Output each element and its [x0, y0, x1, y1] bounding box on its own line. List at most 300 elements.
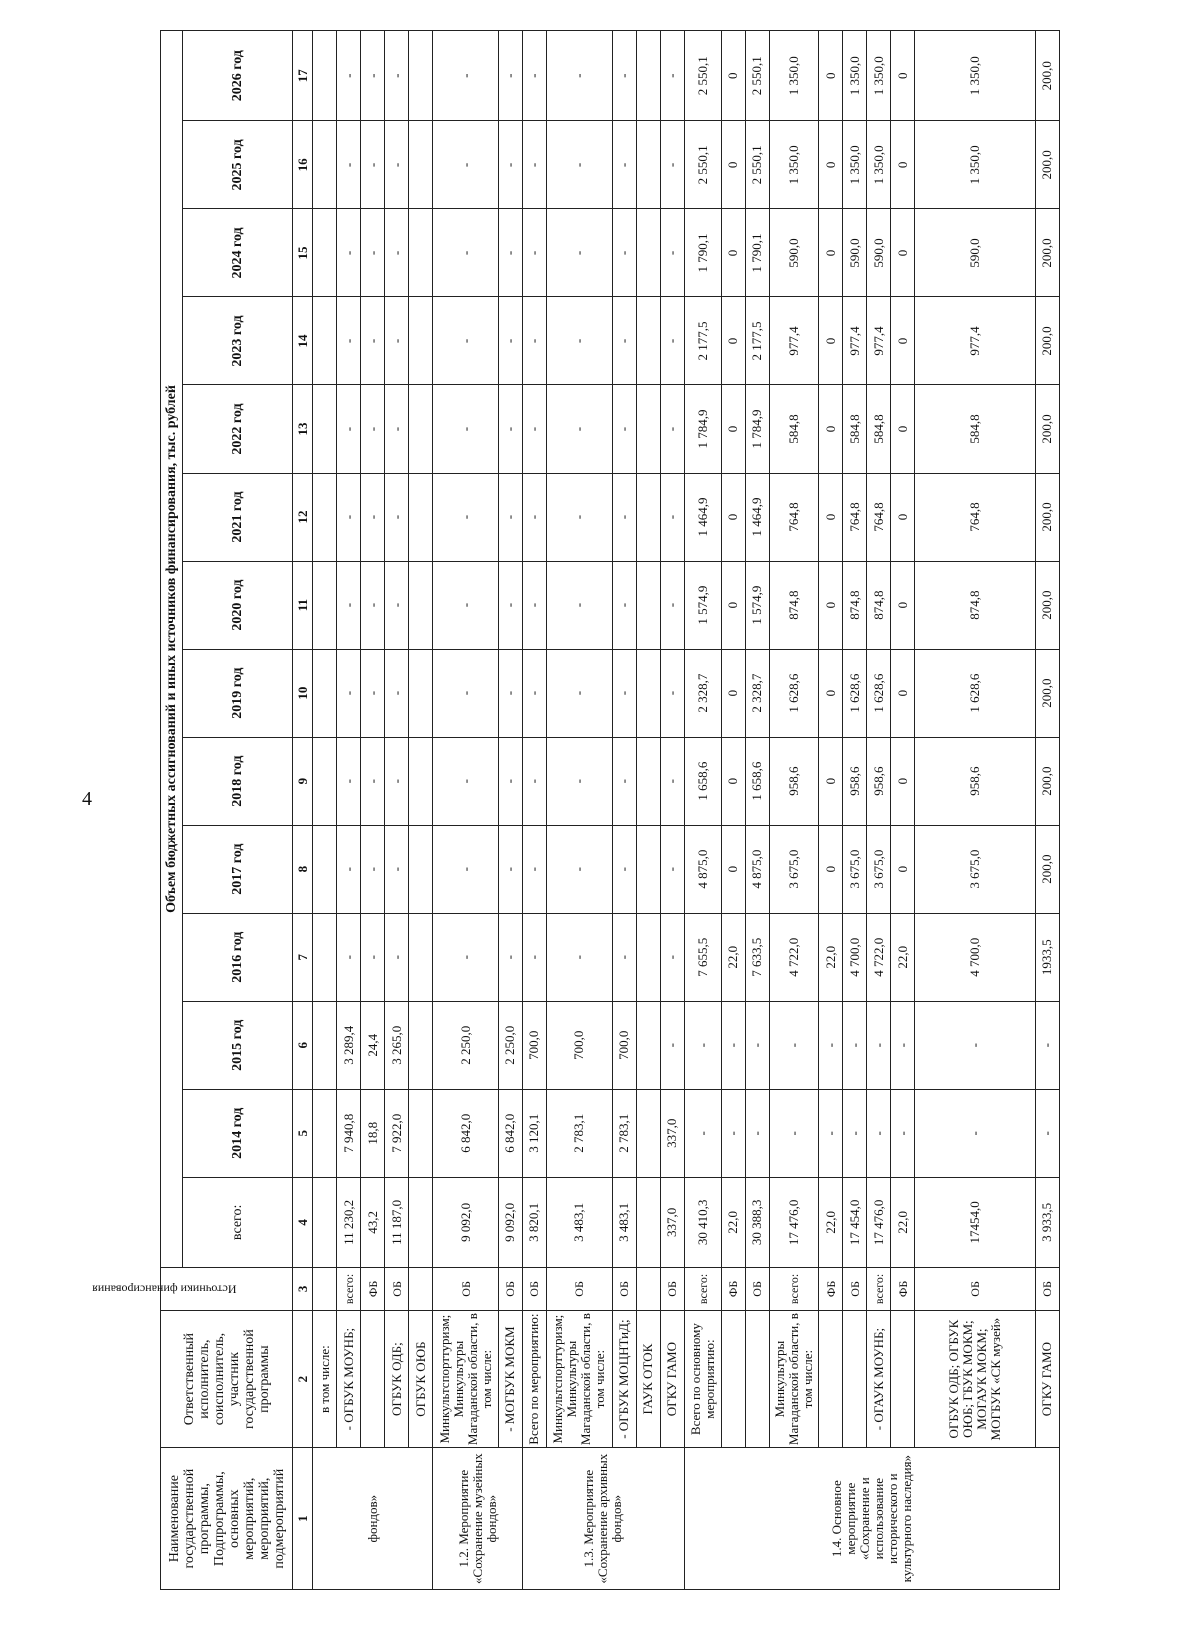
rotated-page — [92, 30, 1060, 1590]
year-value-cell — [409, 385, 433, 473]
total-cell: 9 092,0 — [433, 1177, 499, 1267]
year-value-cell: - — [337, 825, 361, 913]
year-value-cell: - — [385, 473, 409, 561]
total-cell — [636, 1177, 660, 1267]
year-value-cell: - — [612, 649, 636, 737]
table-row — [612, 31, 636, 1590]
year-value-cell: - — [612, 209, 636, 297]
year-value-cell: - — [433, 385, 499, 473]
page-number: 4 — [82, 788, 92, 810]
year-value-cell — [636, 297, 660, 385]
year-value-cell: 2 550,1 — [684, 31, 721, 121]
year-value-cell: 22,0 — [721, 913, 745, 1001]
source-cell: ОБ — [498, 1267, 522, 1310]
year-value-cell: 2 550,1 — [745, 121, 769, 209]
year-value-cell: - — [522, 561, 546, 649]
year-value-cell — [636, 649, 660, 737]
year-value-cell: - — [522, 385, 546, 473]
year-value-cell: - — [498, 825, 522, 913]
year-value-cell: 0 — [721, 209, 745, 297]
year-value-cell: 200,0 — [1035, 473, 1059, 561]
total-cell: 3 483,1 — [612, 1177, 636, 1267]
year-value-cell: 590,0 — [915, 209, 1035, 297]
year-value-cell: - — [721, 1089, 745, 1177]
year-value-cell — [636, 737, 660, 825]
source-cell: ОБ — [612, 1267, 636, 1310]
year-value-cell — [313, 561, 337, 649]
responsible-cell: ОГБУК ОДБ; — [385, 1310, 409, 1447]
year-value-cell — [636, 121, 660, 209]
year-value-cell: - — [546, 825, 612, 913]
source-cell: ОБ — [660, 1267, 684, 1310]
column-number: 17 — [293, 31, 313, 121]
column-number: 2 — [293, 1310, 313, 1447]
responsible-cell: ОГКУ ГАМО — [660, 1310, 684, 1447]
year-value-cell: 7 655,5 — [684, 913, 721, 1001]
year-value-cell: - — [498, 209, 522, 297]
header-year: 2020 год — [183, 561, 293, 649]
year-value-cell: 200,0 — [1035, 561, 1059, 649]
year-value-cell: - — [337, 31, 361, 121]
source-cell — [313, 1267, 337, 1310]
year-value-cell: 6 842,0 — [498, 1089, 522, 1177]
year-value-cell: - — [546, 737, 612, 825]
year-value-cell: - — [546, 561, 612, 649]
year-value-cell: - — [660, 1001, 684, 1089]
table-row — [522, 31, 546, 1590]
year-value-cell: 1 784,9 — [745, 385, 769, 473]
total-cell: 17 454,0 — [843, 1177, 867, 1267]
year-value-cell: 2 177,5 — [745, 297, 769, 385]
responsible-cell: - ОГБУК МОЦНТиД; — [612, 1310, 636, 1447]
event-name-cell: 1.3. Мероприятие «Сохранение архивных фондов» — [522, 1448, 684, 1590]
year-value-cell: 0 — [721, 385, 745, 473]
year-value-cell: - — [337, 561, 361, 649]
year-value-cell — [313, 825, 337, 913]
year-value-cell — [409, 561, 433, 649]
responsible-cell — [721, 1310, 745, 1447]
event-name-cell: 1.4. Основное мероприятие «Сохранение и использование исторического и культурного наследия» — [684, 1448, 1059, 1590]
table-row — [660, 31, 684, 1590]
total-cell: 43,2 — [361, 1177, 385, 1267]
year-value-cell: 0 — [721, 649, 745, 737]
year-value-cell: - — [819, 1001, 843, 1089]
year-value-cell: - — [337, 649, 361, 737]
total-cell: 22,0 — [891, 1177, 915, 1267]
year-value-cell — [409, 121, 433, 209]
year-value-cell: 584,8 — [915, 385, 1035, 473]
year-value-cell: - — [433, 121, 499, 209]
year-value-cell: 200,0 — [1035, 649, 1059, 737]
responsible-cell — [843, 1310, 867, 1447]
source-cell: всего: — [337, 1267, 361, 1310]
year-value-cell: - — [612, 737, 636, 825]
table-row — [843, 31, 867, 1590]
year-value-cell: - — [660, 121, 684, 209]
year-value-cell: 874,8 — [867, 561, 891, 649]
total-cell: 337,0 — [660, 1177, 684, 1267]
year-value-cell — [409, 297, 433, 385]
source-cell: всего: — [684, 1267, 721, 1310]
year-value-cell: 3 289,4 — [337, 1001, 361, 1089]
total-cell: 30 388,3 — [745, 1177, 769, 1267]
year-value-cell: 1 350,0 — [843, 121, 867, 209]
table-row — [1035, 31, 1059, 1590]
responsible-cell — [361, 1310, 385, 1447]
table-row — [891, 31, 915, 1590]
year-value-cell: - — [433, 649, 499, 737]
responsible-cell: Всего по мероприятию: — [522, 1310, 546, 1447]
year-value-cell: 1 784,9 — [684, 385, 721, 473]
year-value-cell: 0 — [819, 209, 843, 297]
table-row — [337, 31, 361, 1590]
year-value-cell: 200,0 — [1035, 121, 1059, 209]
year-value-cell — [313, 209, 337, 297]
responsible-cell: Минкультспорттуризм; Минкультуры Магаданской области, в том числе: — [546, 1310, 612, 1447]
year-value-cell: 7 940,8 — [337, 1089, 361, 1177]
year-value-cell: - — [769, 1001, 818, 1089]
year-value-cell: - — [660, 297, 684, 385]
year-value-cell: 1 628,6 — [843, 649, 867, 737]
year-value-cell: 2 550,1 — [745, 31, 769, 121]
year-value-cell: - — [546, 385, 612, 473]
year-value-cell — [636, 1001, 660, 1089]
year-value-cell: - — [337, 209, 361, 297]
year-value-cell: - — [522, 473, 546, 561]
year-value-cell: 22,0 — [819, 913, 843, 1001]
total-cell — [313, 1177, 337, 1267]
year-value-cell — [313, 385, 337, 473]
year-value-cell: 0 — [819, 561, 843, 649]
header-year: 2021 год — [183, 473, 293, 561]
event-name-cell: 1.2. Мероприятие «Сохранение музейных фондов» — [433, 1448, 523, 1590]
year-value-cell: - — [660, 385, 684, 473]
year-value-cell: 4 722,0 — [867, 913, 891, 1001]
header-year: 2019 год — [183, 649, 293, 737]
year-value-cell — [313, 737, 337, 825]
year-value-cell: - — [433, 297, 499, 385]
year-value-cell: - — [612, 825, 636, 913]
column-number: 8 — [293, 825, 313, 913]
year-value-cell — [636, 561, 660, 649]
source-cell: ОБ — [1035, 1267, 1059, 1310]
year-value-cell: - — [498, 737, 522, 825]
year-value-cell — [313, 297, 337, 385]
column-number: 10 — [293, 649, 313, 737]
year-value-cell: 7 633,5 — [745, 913, 769, 1001]
year-value-cell: 0 — [891, 473, 915, 561]
header-year: 2026 год — [183, 31, 293, 121]
source-cell: всего: — [867, 1267, 891, 1310]
year-value-cell: 0 — [891, 561, 915, 649]
year-value-cell: 700,0 — [522, 1001, 546, 1089]
year-value-cell: 1 350,0 — [915, 31, 1035, 121]
year-value-cell: - — [385, 649, 409, 737]
year-value-cell — [636, 209, 660, 297]
responsible-cell: - ОГАУК МОУНБ; — [867, 1310, 891, 1447]
year-value-cell: - — [660, 825, 684, 913]
year-value-cell: 0 — [819, 649, 843, 737]
year-value-cell: - — [1035, 1089, 1059, 1177]
year-value-cell: 764,8 — [769, 473, 818, 561]
year-value-cell: - — [433, 825, 499, 913]
year-value-cell: - — [612, 297, 636, 385]
total-cell: 11 230,2 — [337, 1177, 361, 1267]
year-value-cell: 977,4 — [915, 297, 1035, 385]
source-cell: ОБ — [915, 1267, 1035, 1310]
source-cell: ОБ — [745, 1267, 769, 1310]
year-value-cell — [636, 385, 660, 473]
year-value-cell: 0 — [721, 473, 745, 561]
column-number: 12 — [293, 473, 313, 561]
year-value-cell: 1 790,1 — [745, 209, 769, 297]
year-value-cell: 958,6 — [769, 737, 818, 825]
year-value-cell: 0 — [819, 473, 843, 561]
year-value-cell: 2 177,5 — [684, 297, 721, 385]
responsible-cell: Минкультуры Магаданской области, в том числе: — [769, 1310, 818, 1447]
year-value-cell: - — [433, 913, 499, 1001]
year-value-cell: - — [498, 121, 522, 209]
year-value-cell: - — [522, 121, 546, 209]
total-cell: 9 092,0 — [498, 1177, 522, 1267]
year-value-cell: - — [660, 649, 684, 737]
year-value-cell — [313, 1001, 337, 1089]
year-value-cell: 0 — [721, 297, 745, 385]
year-value-cell: 1 350,0 — [867, 31, 891, 121]
year-value-cell: 0 — [891, 825, 915, 913]
year-value-cell: - — [915, 1089, 1035, 1177]
table-row — [769, 31, 818, 1590]
year-value-cell: - — [433, 31, 499, 121]
year-value-cell: - — [660, 209, 684, 297]
year-value-cell: 200,0 — [1035, 31, 1059, 121]
total-cell: 17 476,0 — [769, 1177, 818, 1267]
year-value-cell: 18,8 — [361, 1089, 385, 1177]
year-value-cell: - — [385, 561, 409, 649]
year-value-cell: 874,8 — [915, 561, 1035, 649]
responsible-cell: - МОГБУК МОКМ — [498, 1310, 522, 1447]
responsible-cell: ОГБУК ОДБ; ОГБУК ОЮБ; ГБУК МОКМ; МОГАУК МОКМ; МОГБУК «СК музей» — [915, 1310, 1035, 1447]
year-value-cell: - — [522, 649, 546, 737]
year-value-cell: 0 — [819, 825, 843, 913]
year-value-cell: - — [660, 561, 684, 649]
year-value-cell: 1 350,0 — [867, 121, 891, 209]
year-value-cell: - — [546, 473, 612, 561]
year-value-cell: 584,8 — [769, 385, 818, 473]
year-value-cell — [409, 913, 433, 1001]
year-value-cell: 590,0 — [867, 209, 891, 297]
year-value-cell: - — [498, 649, 522, 737]
year-value-cell: 1 628,6 — [769, 649, 818, 737]
source-cell: ФБ — [891, 1267, 915, 1310]
table-row — [409, 31, 433, 1590]
source-cell: ОБ — [843, 1267, 867, 1310]
year-value-cell: 874,8 — [769, 561, 818, 649]
year-value-cell: 3 675,0 — [915, 825, 1035, 913]
year-value-cell: 977,4 — [867, 297, 891, 385]
year-value-cell: - — [612, 913, 636, 1001]
year-value-cell: 1 350,0 — [915, 121, 1035, 209]
year-value-cell: - — [337, 473, 361, 561]
year-value-cell: 0 — [819, 121, 843, 209]
year-value-cell: 1 574,9 — [745, 561, 769, 649]
year-value-cell: - — [385, 913, 409, 1001]
year-value-cell: 958,6 — [843, 737, 867, 825]
year-value-cell: 700,0 — [546, 1001, 612, 1089]
total-cell: 30 410,3 — [684, 1177, 721, 1267]
year-value-cell — [636, 473, 660, 561]
year-value-cell: 958,6 — [915, 737, 1035, 825]
year-value-cell: 4 700,0 — [915, 913, 1035, 1001]
year-value-cell: 1 350,0 — [769, 121, 818, 209]
responsible-cell: - ОГБУК МОУНБ; — [337, 1310, 361, 1447]
responsible-cell — [819, 1310, 843, 1447]
year-value-cell: 200,0 — [1035, 297, 1059, 385]
year-value-cell: - — [660, 31, 684, 121]
column-number: 16 — [293, 121, 313, 209]
year-value-cell — [409, 473, 433, 561]
year-value-cell: 1 628,6 — [867, 649, 891, 737]
year-value-cell: 3 675,0 — [769, 825, 818, 913]
year-value-cell: - — [843, 1001, 867, 1089]
year-value-cell: 0 — [721, 31, 745, 121]
header-year: 2014 год — [183, 1089, 293, 1177]
column-number: 13 — [293, 385, 313, 473]
year-value-cell: - — [819, 1089, 843, 1177]
year-value-cell: 1 658,6 — [745, 737, 769, 825]
year-value-cell: - — [433, 209, 499, 297]
responsible-cell: ОГБУК ОЮБ — [409, 1310, 433, 1447]
table-row — [745, 31, 769, 1590]
table-row — [819, 31, 843, 1590]
year-value-cell: - — [361, 121, 385, 209]
year-value-cell: 0 — [721, 825, 745, 913]
year-value-cell: - — [522, 825, 546, 913]
responsible-cell — [745, 1310, 769, 1447]
year-value-cell: - — [843, 1089, 867, 1177]
year-value-cell — [409, 825, 433, 913]
year-value-cell: 1933,5 — [1035, 913, 1059, 1001]
year-value-cell: - — [745, 1089, 769, 1177]
year-value-cell: 337,0 — [660, 1089, 684, 1177]
year-value-cell — [409, 31, 433, 121]
year-value-cell: 590,0 — [843, 209, 867, 297]
column-number: 4 — [293, 1177, 313, 1267]
year-value-cell: 2 328,7 — [684, 649, 721, 737]
responsible-cell: ГАУК ОТОК — [636, 1310, 660, 1447]
total-cell — [409, 1177, 433, 1267]
responsible-cell: ОГКУ ГАМО — [1035, 1310, 1059, 1447]
year-value-cell: - — [361, 385, 385, 473]
year-value-cell: - — [891, 1089, 915, 1177]
year-value-cell: 874,8 — [843, 561, 867, 649]
year-value-cell: 0 — [891, 121, 915, 209]
year-value-cell: 584,8 — [867, 385, 891, 473]
year-value-cell: 0 — [721, 737, 745, 825]
total-cell: 3 483,1 — [546, 1177, 612, 1267]
year-value-cell — [636, 913, 660, 1001]
year-value-cell: - — [745, 1001, 769, 1089]
year-value-cell: 0 — [891, 31, 915, 121]
year-value-cell: 764,8 — [867, 473, 891, 561]
total-cell: 3 933,5 — [1035, 1177, 1059, 1267]
year-value-cell: 0 — [891, 209, 915, 297]
source-cell: ФБ — [721, 1267, 745, 1310]
table-row — [498, 31, 522, 1590]
table-row — [684, 31, 721, 1590]
source-cell: ОБ — [546, 1267, 612, 1310]
year-value-cell: - — [522, 737, 546, 825]
table-row — [546, 31, 612, 1590]
header-year: 2025 год — [183, 121, 293, 209]
header-year: 2016 год — [183, 913, 293, 1001]
year-value-cell: 24,4 — [361, 1001, 385, 1089]
year-value-cell — [636, 31, 660, 121]
year-value-cell — [313, 121, 337, 209]
table-row — [313, 31, 337, 1590]
year-value-cell: 200,0 — [1035, 737, 1059, 825]
table-row — [385, 31, 409, 1590]
column-number-row — [293, 31, 313, 1590]
year-value-cell: 3 120,1 — [522, 1089, 546, 1177]
year-value-cell: - — [361, 31, 385, 121]
source-cell: всего: — [769, 1267, 818, 1310]
year-value-cell: - — [498, 385, 522, 473]
year-value-cell: - — [433, 561, 499, 649]
year-value-cell: - — [385, 209, 409, 297]
table-row — [361, 31, 385, 1590]
year-value-cell: 1 464,9 — [745, 473, 769, 561]
year-value-cell: 2 328,7 — [745, 649, 769, 737]
source-cell: ФБ — [819, 1267, 843, 1310]
header-responsible: Ответственный исполнитель, соисполнитель, участник государственной программы — [161, 1310, 293, 1447]
year-value-cell: - — [546, 649, 612, 737]
year-value-cell: - — [385, 31, 409, 121]
header-year: 2015 год — [183, 1001, 293, 1089]
year-value-cell — [313, 1089, 337, 1177]
year-value-cell: 3 265,0 — [385, 1001, 409, 1089]
year-value-cell: 1 574,9 — [684, 561, 721, 649]
responsible-cell: Всего по основному мероприятию: — [684, 1310, 721, 1447]
year-value-cell: - — [361, 473, 385, 561]
header-year: 2022 год — [183, 385, 293, 473]
header-total: всего: — [183, 1177, 293, 1267]
year-value-cell: 200,0 — [1035, 209, 1059, 297]
header-name: Наименование государственной программы, Подпрограммы, основных мероприятий, мероприятий, подмероприятий — [161, 1448, 293, 1590]
year-value-cell — [409, 737, 433, 825]
year-value-cell: 700,0 — [612, 1001, 636, 1089]
column-number: 5 — [293, 1089, 313, 1177]
year-value-cell: - — [891, 1001, 915, 1089]
year-value-cell: 1 628,6 — [915, 649, 1035, 737]
total-cell: 22,0 — [819, 1177, 843, 1267]
header-year: 2024 год — [183, 209, 293, 297]
year-value-cell: - — [612, 121, 636, 209]
year-value-cell: - — [660, 913, 684, 1001]
year-value-cell: 764,8 — [843, 473, 867, 561]
column-number: 1 — [293, 1448, 313, 1590]
year-value-cell: - — [385, 297, 409, 385]
year-value-cell: 22,0 — [891, 913, 915, 1001]
year-value-cell: 0 — [891, 297, 915, 385]
year-value-cell: - — [337, 737, 361, 825]
year-value-cell: 0 — [891, 649, 915, 737]
column-number: 15 — [293, 209, 313, 297]
year-value-cell — [409, 209, 433, 297]
year-value-cell: - — [361, 649, 385, 737]
year-value-cell: 2 783,1 — [546, 1089, 612, 1177]
source-cell: ОБ — [522, 1267, 546, 1310]
